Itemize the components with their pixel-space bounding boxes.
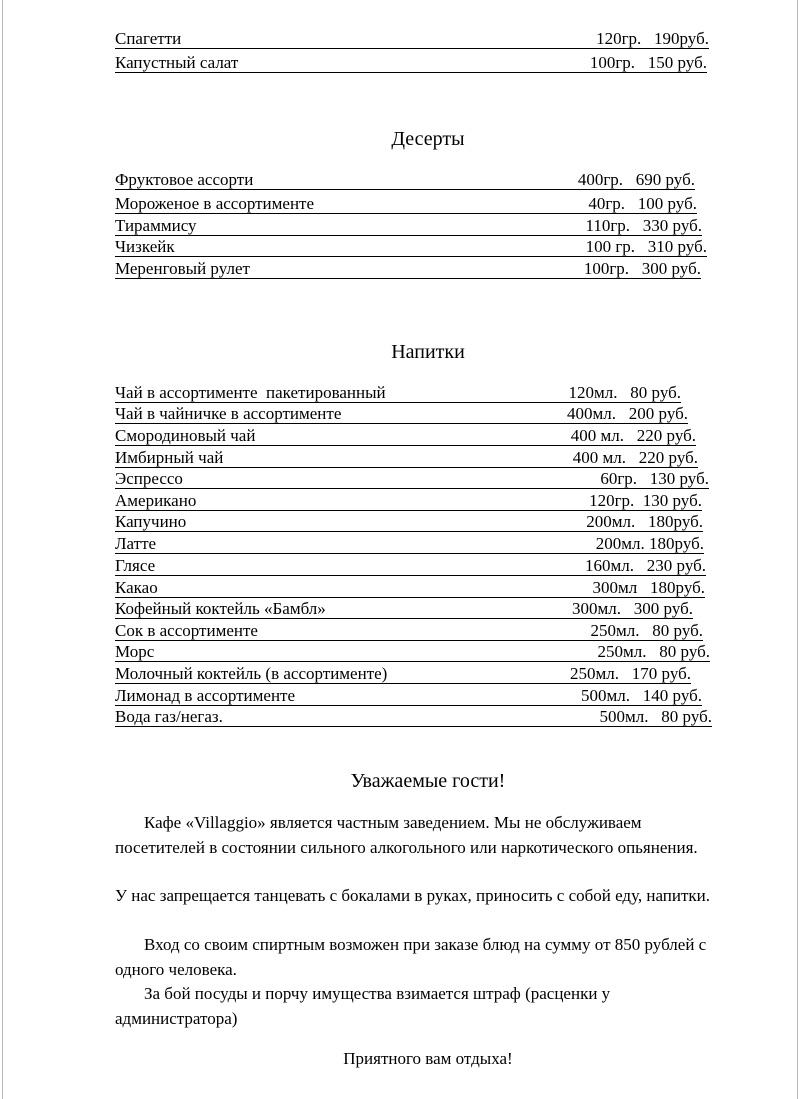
menu-row (115, 640, 710, 662)
menu-row (115, 257, 701, 279)
notice-paragraph: За бой посуды и порчу имущества взимается штраф (расценки у администратора) (115, 984, 611, 1028)
item-price: 400гр. 690 руб. (577, 170, 695, 189)
item-name: Вода газ/негаз. (115, 707, 223, 726)
item-name: Мороженое в ассортименте (115, 194, 315, 213)
menu-row (115, 705, 712, 727)
menu-row (115, 446, 698, 468)
item-price: 100 гр. 310 руб. (585, 237, 707, 256)
menu-row (115, 168, 695, 190)
closing-line: Приятного вам отдыха! (343, 1049, 513, 1068)
item-name: Глясе (115, 556, 156, 575)
item-name: Эспрессо (115, 469, 183, 488)
menu-row (115, 619, 703, 641)
item-price: 40гр. 100 руб. (588, 194, 697, 213)
page-edge-right (797, 0, 798, 1099)
menu-row (115, 402, 688, 424)
item-price: 500мл. 140 руб. (581, 686, 702, 705)
menu-row (115, 597, 693, 619)
item-name: Чизкейк (115, 237, 175, 256)
menu-row (115, 662, 691, 684)
menu-row (115, 467, 709, 489)
item-price: 60гр. 130 руб. (600, 469, 709, 488)
item-name: Латте (115, 534, 157, 553)
menu-row (115, 554, 706, 576)
item-price: 400 мл. 220 руб. (572, 448, 698, 467)
menu-row (115, 51, 707, 73)
item-name: Фруктовое ассорти (115, 170, 254, 189)
item-name: Чай в ассортименте пакетированный (115, 383, 386, 402)
item-price: 250мл. 80 руб. (590, 621, 703, 640)
item-price: 100гр. 300 руб. (583, 259, 701, 278)
item-name: Какао (115, 578, 158, 597)
item-price: 250мл. 80 руб. (597, 642, 710, 661)
item-name: Спагетти (115, 29, 182, 48)
item-name: Меренговый рулет (115, 259, 250, 278)
menu-row (115, 510, 703, 532)
item-price: 300мл. 300 руб. (572, 599, 693, 618)
item-name: Молочный коктейль (в ассортименте) (115, 664, 388, 683)
item-price: 300мл 180руб. (592, 578, 705, 597)
menu-row (115, 576, 705, 598)
item-price: 400 мл. 220 руб. (570, 426, 696, 445)
notice-title: Уважаемые гости! (350, 770, 506, 792)
notice-paragraph: Кафе «Villaggio» является частным заведением. Мы не обслуживаем посетителей в состоянии сильного алкогольного или наркотического опьянения. (115, 813, 698, 857)
section-title-drinks: Напитки (391, 341, 465, 363)
menu-row (115, 684, 702, 706)
item-price: 500мл. 80 руб. (599, 707, 712, 726)
item-price: 110гр. 330 руб. (585, 216, 702, 235)
notice-paragraph: Вход со своим спиртным возможен при заказе блюд на сумму от 850 рублей с одного человека. (115, 935, 707, 979)
menu-row (115, 214, 702, 236)
item-name: Имбирный чай (115, 448, 224, 467)
item-price: 120гр. 190руб. (596, 29, 709, 48)
item-name: Капучино (115, 512, 187, 531)
item-name: Чай в чайничке в ассортименте (115, 404, 342, 423)
section-title-desserts: Десерты (391, 128, 465, 150)
menu-row (115, 424, 696, 446)
notice-paragraph: У нас запрещается танцевать с бокалами в руках, приносить с собой еду, напитки. (115, 886, 711, 905)
item-price: 120мл. 80 руб. (568, 383, 681, 402)
item-name: Смородиновый чай (115, 426, 256, 445)
item-price: 400мл. 200 руб. (567, 404, 688, 423)
item-price: 160мл. 230 руб. (585, 556, 706, 575)
menu-row (115, 235, 707, 257)
menu-row (115, 489, 702, 511)
menu-row (115, 532, 704, 554)
item-name: Тираммису (115, 216, 197, 235)
item-price: 120гр. 130 руб. (589, 491, 702, 510)
item-name: Американо (115, 491, 197, 510)
page-edge-left (2, 0, 3, 1099)
item-name: Капустный салат (115, 53, 239, 72)
item-price: 100гр. 150 руб. (589, 53, 707, 72)
item-name: Морс (115, 642, 155, 661)
menu-row (115, 27, 709, 49)
menu-row (115, 192, 697, 214)
item-price: 200мл. 180руб. (586, 512, 703, 531)
item-name: Лимонад в ассортименте (115, 686, 296, 705)
item-name: Сок в ассортименте (115, 621, 258, 640)
menu-row (115, 381, 681, 403)
item-price: 250мл. 170 руб. (570, 664, 691, 683)
item-price: 200мл. 180руб. (595, 534, 704, 553)
item-name: Кофейный коктейль «Бамбл» (115, 599, 326, 618)
